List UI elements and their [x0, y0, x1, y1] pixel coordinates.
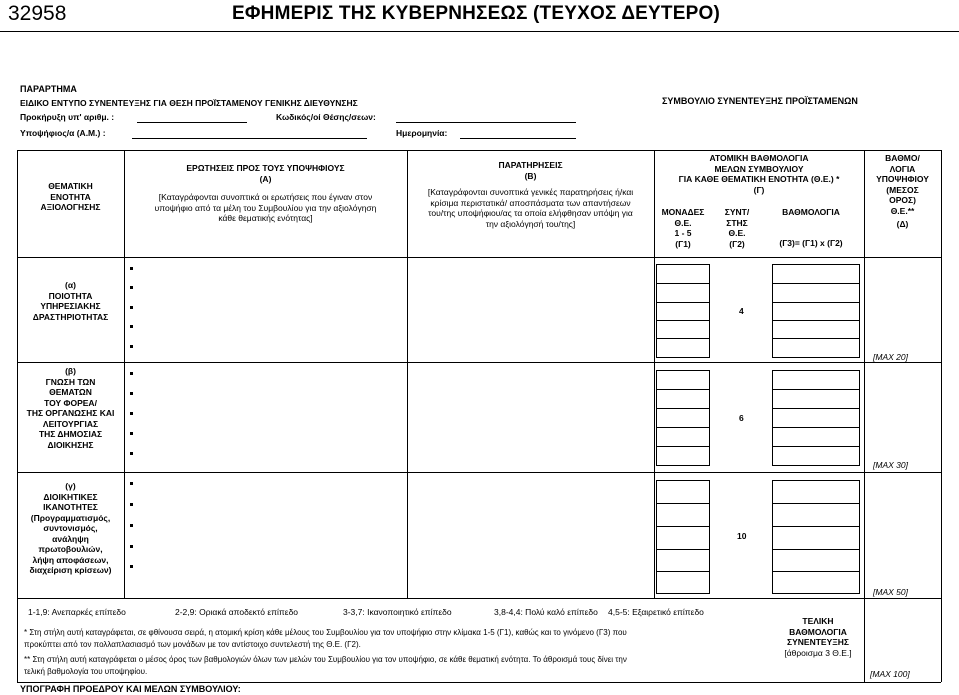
- footnote-1: * Στη στήλη αυτή καταγράφεται, σε φθίνουσα σειρά, η ατομική κρίση κάθε μέλους του Συμβουλίου για τον υποψήφιο στην κλίμακα 1-5 (Γ1), καθώς και το γινόμενο (Γ3) που: [24, 628, 627, 637]
- max-b: [MAX 30]: [873, 460, 908, 470]
- scale-4: 3,8-4,4: Πολύ καλό επίπεδο: [494, 607, 598, 617]
- scale-2: 2-2,9: Οριακά αποδεκτό επίπεδο: [175, 607, 299, 617]
- bullet-b2: [130, 392, 133, 395]
- max-c: [MAX 50]: [873, 587, 908, 597]
- individual-header: ΑΤΟΜΙΚΗ ΒΑΘΜΟΛΟΓΙΑ ΜΕΛΩΝ ΣΥΜΒΟΥΛΙΟΥ ΓΙΑ ΚΑΘΕ ΘΕΜΑΤΙΚΗ ΕΝΟΤΗΤΑ (Θ.Ε.) * (Γ): [678, 153, 840, 195]
- scale-1: 1-1,9: Ανεπαρκές επίπεδο: [28, 607, 126, 617]
- council-name: ΣΥΜΒΟΥΛΙΟ ΣΥΝΕΝΤΕΥΞΗΣ ΠΡΟΪΣΤΑΜΕΝΩΝ: [662, 96, 858, 106]
- row-c-bottom: [17, 598, 941, 599]
- footnote-1b: προκύπτει από τον πολλαπλασιασμό των μονάδων με τον αντίστοιχο συντελεστή της Θ.Ε. (Γ2).: [24, 640, 361, 649]
- average-header: ΒΑΘΜΟ/ ΛΟΓΙΑ ΥΠΟΨΗΦΙΟΥ (ΜΕΣΟΣ ΟΡΟΣ) Θ.Ε.** (Δ): [876, 153, 929, 229]
- date-label: Ημερομηνία:: [396, 128, 448, 138]
- row-a-bottom: [17, 362, 941, 363]
- bullet-c2: [130, 503, 133, 506]
- final-score-label: ΤΕΛΙΚΗ ΒΑΘΜΟΛΟΓΙΑ ΣΥΝΕΝΤΕΥΞΗΣ [άθροισμα 3 Θ.Ε.]: [784, 616, 852, 658]
- bullet-b3: [130, 412, 133, 415]
- form-subtitle: ΕΙΔΙΚΟ ΕΝΤΥΠΟ ΣΥΝΕΝΤΕΥΞΗΣ ΓΙΑ ΘΕΣΗ ΠΡΟΪΣΤΑΜΕΝΟΥ ΓΕΝΙΚΗΣ ΔΙΕΥΘΥΝΣΗΣ: [20, 98, 358, 108]
- score-boxes-a[interactable]: [772, 264, 860, 358]
- coefficient-a: 4: [739, 306, 744, 316]
- bullet-c3: [130, 524, 133, 527]
- footnote-2b: τελική βαθμολογία του υποψηφίου.: [24, 667, 148, 676]
- units-boxes-b[interactable]: [656, 370, 710, 466]
- score-header: ΒΑΘΜΟΛΟΓΙΑ: [782, 207, 840, 217]
- bullet-c5: [130, 565, 133, 568]
- score-formula: (Γ3)= (Γ1) x (Γ2): [779, 238, 843, 248]
- bullet-c1: [130, 482, 133, 485]
- scale-5: 4,5-5: Εξαιρετικό επίπεδο: [608, 607, 704, 617]
- units-header: ΜΟΝΑΔΕΣ Θ.Ε. 1 - 5 (Γ1): [661, 207, 705, 249]
- annex-label: ΠΑΡΑΡΤΗΜΑ: [20, 84, 77, 94]
- gazette-title: ΕΦΗΜΕΡΙΣ ΤΗΣ ΚΥΒΕΡΝΗΣΕΩΣ (ΤΕΥΧΟΣ ΔΕΥΤΕΡΟ): [232, 3, 720, 24]
- position-code-line: [396, 122, 576, 123]
- units-boxes-a[interactable]: [656, 264, 710, 358]
- col-sep-4: [864, 150, 865, 682]
- col-sep-3: [654, 150, 655, 598]
- footnote-2: ** Στη στήλη αυτή καταγράφεται ο μέσος όρος των βαθμολογιών όλων των μελών του Συμβουλίου για τον υποψήφιο, σε κάθε θεματική ενότητα. Το άθροισμά τους δίνει την: [24, 655, 627, 664]
- questions-header: ΕΡΩΤΗΣΕΙΣ ΠΡΟΣ ΤΟΥΣ ΥΠΟΨΗΦΙΟΥΣ (Α) [Καταγράφονται συνοπτικά οι ερωτήσεις που έγιναν στον υποψήφιο από τα μέλη του Συμβουλίου για την αξιολόγηση κάθε θεματικής ενότητας]: [154, 163, 377, 223]
- bullet-a4: [130, 325, 133, 328]
- table-bottom: [17, 682, 941, 683]
- bullet-b4: [130, 432, 133, 435]
- row-b-bottom: [17, 472, 941, 473]
- coefficient-c: 10: [737, 531, 747, 541]
- bullet-b1: [130, 372, 133, 375]
- bullet-b5: [130, 452, 133, 455]
- score-boxes-b[interactable]: [772, 370, 860, 466]
- candidate-label: Υποψήφιος/α (Α.Μ.) :: [20, 128, 106, 138]
- announcement-label: Προκήρυξη υπ' αριθμ. :: [20, 112, 115, 122]
- candidate-line: [132, 138, 367, 139]
- announcement-line: [137, 122, 247, 123]
- position-code-label: Κωδικός/οί Θέσης/σεων:: [276, 112, 376, 122]
- bullet-a3: [130, 306, 133, 309]
- bullet-a5: [130, 345, 133, 348]
- max-total: [MAX 100]: [870, 669, 910, 679]
- table-top: [17, 150, 941, 151]
- bullet-a2: [130, 286, 133, 289]
- coefficient-header: ΣΥΝΤ/ ΣΤΗΣ Θ.Ε. (Γ2): [724, 207, 750, 249]
- section-a-label: (α) ΠΟΙΟΤΗΤΑ ΥΠΗΡΕΣΙΑΚΗΣ ΔΡΑΣΤΗΡΙΟΤΗΤΑΣ: [32, 280, 109, 322]
- border-right: [941, 150, 942, 682]
- header-bottom: [17, 257, 941, 258]
- bullet-c4: [130, 545, 133, 548]
- signature-label: ΥΠΟΓΡΑΦΗ ΠΡΟΕΔΡΟΥ ΚΑΙ ΜΕΛΩΝ ΣΥΜΒΟΥΛΙΟΥ:: [20, 684, 241, 694]
- units-boxes-c[interactable]: [656, 480, 710, 594]
- date-line: [460, 138, 576, 139]
- header-rule: [0, 31, 959, 32]
- scale-3: 3-3,7: Ικανοποιητικό επίπεδο: [343, 607, 452, 617]
- max-a: [MAX 20]: [873, 352, 908, 362]
- bullet-a1: [130, 267, 133, 270]
- score-boxes-c[interactable]: [772, 480, 860, 594]
- page-number: 32958: [8, 2, 67, 25]
- area-header: ΘΕΜΑΤΙΚΗ ΕΝΟΤΗΤΑ ΑΞΙΟΛΟΓΗΣΗΣ: [40, 181, 101, 212]
- coefficient-b: 6: [739, 413, 744, 423]
- section-c-label: (γ) ΔΙΟΙΚΗΤΙΚΕΣ ΙΚΑΝΟΤΗΤΕΣ (Προγραμματισμός, συντονισμός, ανάληψη πρωτοβουλιών, λήψη αποφάσεων, διαχείριση κρίσεων): [29, 481, 112, 575]
- remarks-header: ΠΑΡΑΤΗΡΗΣΕΙΣ (Β) [Καταγράφονται συνοπτικά γενικές παρατηρήσεις ή/και κρίσιμα περιστατικά/ αποσπάσματα των απαντήσεων του/της υποψήφιου/ας τα οποία ελήφθησαν υπόψη για την αξιολόγησή του/της]: [427, 160, 634, 229]
- section-b-label: (β) ΓΝΩΣΗ ΤΩΝ ΘΕΜΑΤΩΝ ΤΟΥ ΦΟΡΕΑ/ ΤΗΣ ΟΡΓΑΝΩΣΗΣ ΚΑΙ ΛΕΙΤΟΥΡΓΙΑΣ ΤΗΣ ΔΗΜΟΣΙΑΣ ΔΙΟΙΚΗΣΗΣ: [26, 366, 115, 450]
